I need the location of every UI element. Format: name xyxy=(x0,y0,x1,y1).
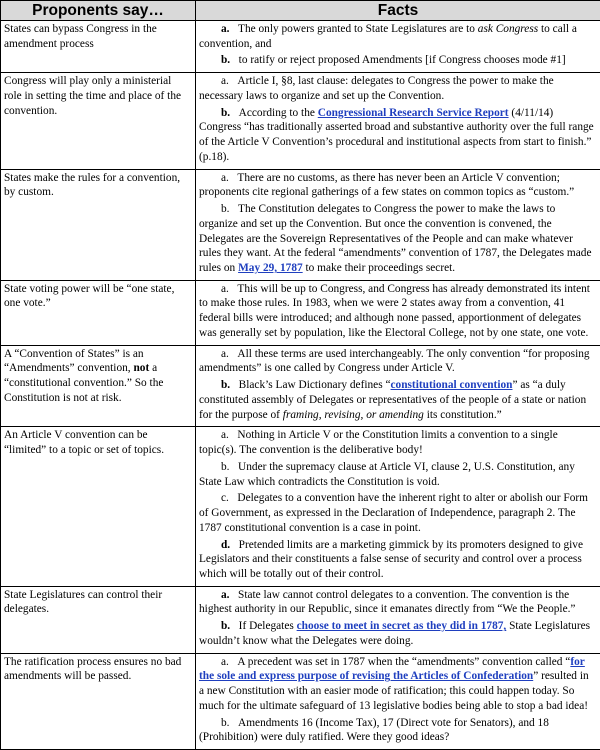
fact-cell xyxy=(196,345,600,427)
table-row xyxy=(1,73,600,169)
header-proponents: Proponents say… xyxy=(1,1,196,21)
fact-paragraph: a. The only powers granted to State Legislatures are to ask Congress to call a convention, and xyxy=(199,22,596,53)
source-link[interactable]: for the sole and express purpose of revising the Articles of Confederation xyxy=(199,656,585,683)
proponent-claim: The ratification process ensures no bad amendments will be passed. xyxy=(1,653,196,749)
fact-cell xyxy=(196,169,600,280)
fact-paragraph: b. The Constitution delegates to Congress the power to make the laws to organize and set up the Convention. But once the convention is convened, the Delegates are the Sovereign Representatives of the People and can make whatever rules they want. At the federal “amendments” convention of 1787, the Delegates made rules on May 29, 1787 to make their proceedings secret. xyxy=(199,202,596,278)
proponent-claim: Congress will play only a ministerial role in setting the time and place of the convention. xyxy=(1,73,196,169)
proponent-claim: State voting power will be “one state, one vote.” xyxy=(1,280,196,345)
fact-paragraph: d. Pretended limits are a marketing gimmick by its promoters designed to give Legislators and their constituents a false sense of security and control over a process which will be totally out of their control. xyxy=(199,538,596,584)
fact-paragraph: a. State law cannot control delegates to a convention. The convention is the highest authority in our Republic, since it emanates directly from “We the People.” xyxy=(199,588,596,619)
fact-paragraph: a. Article I, §8, last clause: delegates to Congress the power to make the necessary laws to organize and set up the Convention. xyxy=(199,74,596,105)
proponent-claim: A “Convention of States” is an “Amendments” convention, not a “constitutional convention.” So the Constitution is not at risk. xyxy=(1,345,196,427)
header-facts: Facts xyxy=(196,1,600,21)
source-link[interactable]: Congressional Research Service Report xyxy=(318,107,509,119)
fact-label: a. xyxy=(221,172,229,184)
proponent-claim: States make the rules for a convention, by custom. xyxy=(1,169,196,280)
source-link[interactable]: constitutional convention xyxy=(391,379,513,391)
fact-paragraph: a. Nothing in Article V or the Constitution limits a convention to a single topic(s). The convention is the deliberative body! xyxy=(199,428,596,459)
fact-paragraph: c. Delegates to a convention have the inherent right to alter or abolish our Form of Government, as expressed in the Declaration of Independence, paragraph 2. The 1787 constitutional convention is a case in point. xyxy=(199,491,596,537)
fact-cell xyxy=(196,280,600,345)
fact-label: a. xyxy=(221,429,229,441)
fact-label: b. xyxy=(221,717,230,729)
table-row xyxy=(1,653,600,749)
table-row xyxy=(1,21,600,73)
fact-label: a. xyxy=(221,75,229,87)
table-row xyxy=(1,427,600,586)
fact-label: b. xyxy=(221,461,230,473)
fact-label: b. xyxy=(221,379,230,391)
fact-label: b. xyxy=(221,203,230,215)
fact-paragraph: a. There are no customs, as there has never been an Article V convention; proponents cite regional gatherings of a few states on common topics as “custom.” xyxy=(199,171,596,202)
fact-paragraph: b. Black’s Law Dictionary defines “constitutional convention” as “a duly constituted assembly of Delegates or representatives of the people of a state or nation for the purpose of framing, revising, or amending its constitution.” xyxy=(199,378,596,424)
source-link[interactable]: choose to meet in secret as they did in 1787, xyxy=(297,620,507,632)
fact-cell xyxy=(196,653,600,749)
fact-paragraph: b. According to the Congressional Research Service Report (4/11/14) Congress “has traditionally asserted broad and substantive authority over the full range of the Article V Convention’s procedural and institutional aspects from start to finish.” (p.18). xyxy=(199,106,596,167)
table-header-row xyxy=(1,1,600,21)
fact-label: a. xyxy=(221,589,230,601)
table-row xyxy=(1,169,600,280)
fact-paragraph: b. to ratify or reject proposed Amendments [if Congress chooses mode #1] xyxy=(199,53,596,70)
fact-label: a. xyxy=(221,23,230,35)
fact-label: b. xyxy=(221,620,230,632)
fact-cell xyxy=(196,427,600,586)
table-body xyxy=(1,21,600,750)
fact-label: b. xyxy=(221,54,230,66)
fact-paragraph: a. All these terms are used interchangeably. The only convention “for proposing amendments” is one called by Congress under Article V. xyxy=(199,347,596,378)
fact-label: a. xyxy=(221,656,229,668)
fact-cell xyxy=(196,21,600,73)
fact-label: b. xyxy=(221,107,230,119)
fact-paragraph: b. If Delegates choose to meet in secret as they did in 1787, State Legislatures wouldn’t know what the Delegates were doing. xyxy=(199,619,596,650)
source-link[interactable]: May 29, 1787 xyxy=(238,262,303,274)
fact-paragraph: a. This will be up to Congress, and Congress has already demonstrated its intent to make those rules. In 1983, when we were 2 states away from a convention, 41 federal bills were introduced; and although none passed, apportionment of delegates was generally set by population, like the Electoral College, not by one state, one vote. xyxy=(199,282,596,343)
fact-paragraph: b. Amendments 16 (Income Tax), 17 (Direct vote for Senators), and 18 (Prohibition) were duly ratified. Were they good ideas? xyxy=(199,716,596,747)
fact-paragraph: b. Under the supremacy clause at Article VI, clause 2, U.S. Constitution, any State Law which contradicts the Constitution is void. xyxy=(199,460,596,491)
fact-label: a. xyxy=(221,283,229,295)
table-row xyxy=(1,280,600,345)
table-row xyxy=(1,586,600,653)
fact-cell xyxy=(196,586,600,653)
fact-label: c. xyxy=(221,492,229,504)
proponent-claim: States can bypass Congress in the amendment process xyxy=(1,21,196,73)
fact-label: a. xyxy=(221,348,229,360)
fact-label: d. xyxy=(221,539,230,551)
proponent-claim: An Article V convention can be “limited” to a topic or set of topics. xyxy=(1,427,196,586)
fact-cell xyxy=(196,73,600,169)
table-row xyxy=(1,345,600,427)
proponent-claim: State Legislatures can control their delegates. xyxy=(1,586,196,653)
fact-paragraph: a. A precedent was set in 1787 when the “amendments” convention called “for the sole and express purpose of revising the Articles of Confederation” resulted in a new Constitution with an easier mode of ratification; this could happen today. So much for the ultimate safeguard of 13 legislative bodies being able to stop a bad idea! xyxy=(199,655,596,716)
